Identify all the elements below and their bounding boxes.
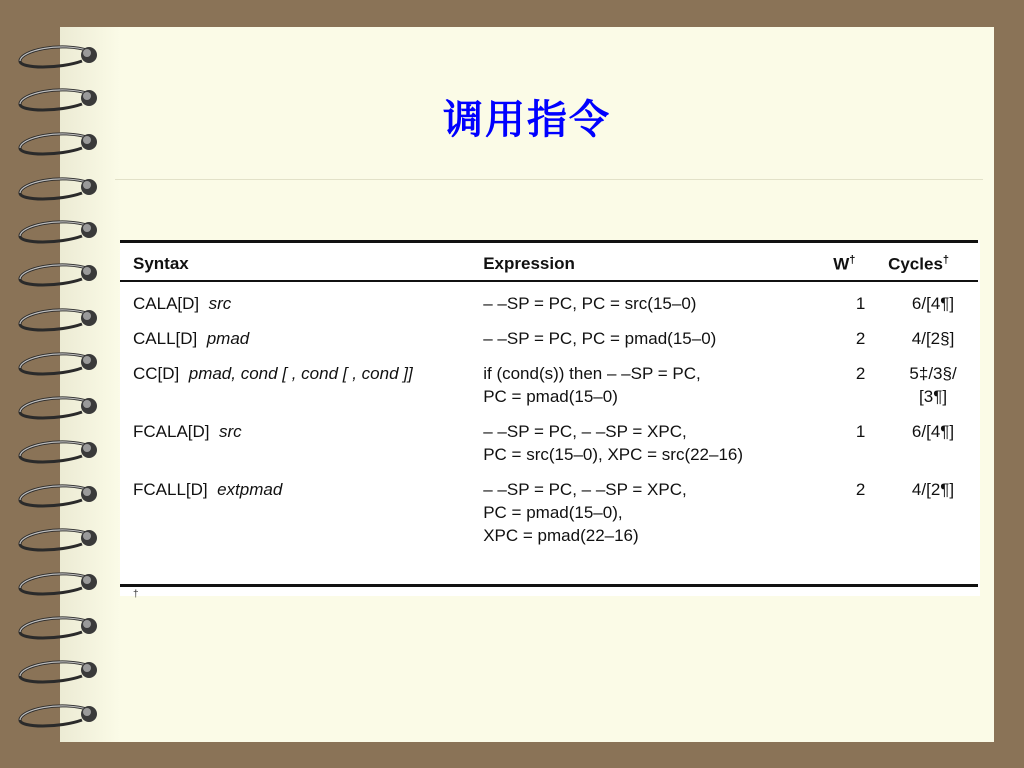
instruction-mnemonic: FCALL[D] xyxy=(133,480,208,499)
cycles-line: 4/[2§] xyxy=(911,329,955,348)
syntax-spacer xyxy=(179,364,188,383)
syntax-spacer xyxy=(210,422,219,441)
header-w-label: W xyxy=(833,254,850,274)
table-row xyxy=(120,284,978,319)
instruction-mnemonic: CALA[D] xyxy=(133,294,200,313)
expression-line: – –SP = PC, – –SP = XPC, xyxy=(483,480,687,499)
table-body xyxy=(120,284,978,551)
cycles-line: [3¶] xyxy=(919,387,948,406)
syntax-spacer xyxy=(197,329,206,348)
cell-cycles xyxy=(888,319,978,354)
binding-ring xyxy=(20,706,97,726)
instruction-operands: pmad xyxy=(206,329,250,348)
binding-ring xyxy=(20,442,97,462)
header-w xyxy=(833,240,888,284)
call-instructions-table xyxy=(120,240,978,551)
cell-expression xyxy=(483,284,833,319)
cell-cycles xyxy=(888,412,978,470)
cell-words: 1 xyxy=(855,294,866,313)
cell-expression xyxy=(483,412,833,470)
table-header-row xyxy=(120,240,978,284)
cycles-line: 6/[4¶] xyxy=(911,422,955,441)
table-row xyxy=(120,319,978,354)
cell-words: 2 xyxy=(855,364,866,383)
cell-words: 2 xyxy=(855,480,866,499)
instruction-operands: src xyxy=(218,422,242,441)
instruction-mnemonic: CC[D] xyxy=(133,364,180,383)
binding-ring xyxy=(20,222,97,242)
cell-syntax xyxy=(120,319,483,354)
header-syntax: Syntax xyxy=(133,254,189,273)
header-cycles-mark: † xyxy=(942,253,950,266)
cell-cycles xyxy=(888,470,978,551)
syntax-spacer xyxy=(208,480,217,499)
syntax-spacer xyxy=(199,294,208,313)
expression-line: PC = pmad(15–0), xyxy=(483,503,623,522)
binding-ring xyxy=(20,662,97,682)
header-expression: Expression xyxy=(483,254,575,273)
cell-syntax xyxy=(120,284,483,319)
instruction-mnemonic: FCALA[D] xyxy=(133,422,210,441)
binding-ring xyxy=(20,310,97,330)
binding-ring xyxy=(20,486,97,506)
expression-line: if (cond(s)) then – –SP = PC, xyxy=(483,364,701,383)
header-cycles-label: Cycles xyxy=(888,254,943,274)
instruction-table-panel xyxy=(120,240,980,600)
binding-ring xyxy=(20,574,97,594)
binding-ring xyxy=(20,530,97,550)
cell-expression xyxy=(483,470,833,551)
binding-ring xyxy=(20,179,97,199)
header-w-mark: † xyxy=(849,253,856,266)
cell-expression xyxy=(483,319,833,354)
instruction-operands: extpmad xyxy=(217,480,283,499)
cycles-line: 4/[2¶] xyxy=(911,480,955,499)
binding-ring xyxy=(20,265,97,285)
binding-ring xyxy=(20,47,97,67)
header-cycles xyxy=(888,240,978,284)
expression-line: – –SP = PC, PC = pmad(15–0) xyxy=(483,329,717,348)
cell-syntax xyxy=(120,470,483,551)
cycles-line: 5‡/3§/ xyxy=(909,364,957,383)
expression-line: PC = pmad(15–0) xyxy=(483,387,618,406)
title-divider xyxy=(115,179,983,180)
cell-syntax xyxy=(120,412,483,470)
binding-ring xyxy=(20,618,97,638)
cell-words: 1 xyxy=(855,422,866,441)
binding-ring xyxy=(20,398,97,418)
cell-expression xyxy=(483,354,833,412)
binding-ring xyxy=(20,354,97,374)
instruction-mnemonic: CALL[D] xyxy=(133,329,198,348)
table-row xyxy=(120,470,978,551)
footnote-mark: † xyxy=(133,589,139,600)
cell-cycles xyxy=(888,354,978,412)
table-bottom-rule xyxy=(120,584,978,587)
expression-line: – –SP = PC, – –SP = XPC, xyxy=(483,422,687,441)
expression-line: PC = src(15–0), XPC = src(22–16) xyxy=(483,445,744,464)
cycles-line: 6/[4¶] xyxy=(911,294,955,313)
instruction-operands: pmad, cond [ , cond [ , cond ]] xyxy=(188,364,413,383)
cell-syntax xyxy=(120,354,483,412)
cell-words: 2 xyxy=(855,329,866,348)
table-row xyxy=(120,412,978,470)
instruction-operands: src xyxy=(208,294,232,313)
table-row xyxy=(120,354,978,412)
cell-cycles xyxy=(888,284,978,319)
slide-title: 调用指令 xyxy=(443,97,611,143)
expression-line: – –SP = PC, PC = src(15–0) xyxy=(483,294,697,313)
expression-line: XPC = pmad(22–16) xyxy=(483,526,639,545)
